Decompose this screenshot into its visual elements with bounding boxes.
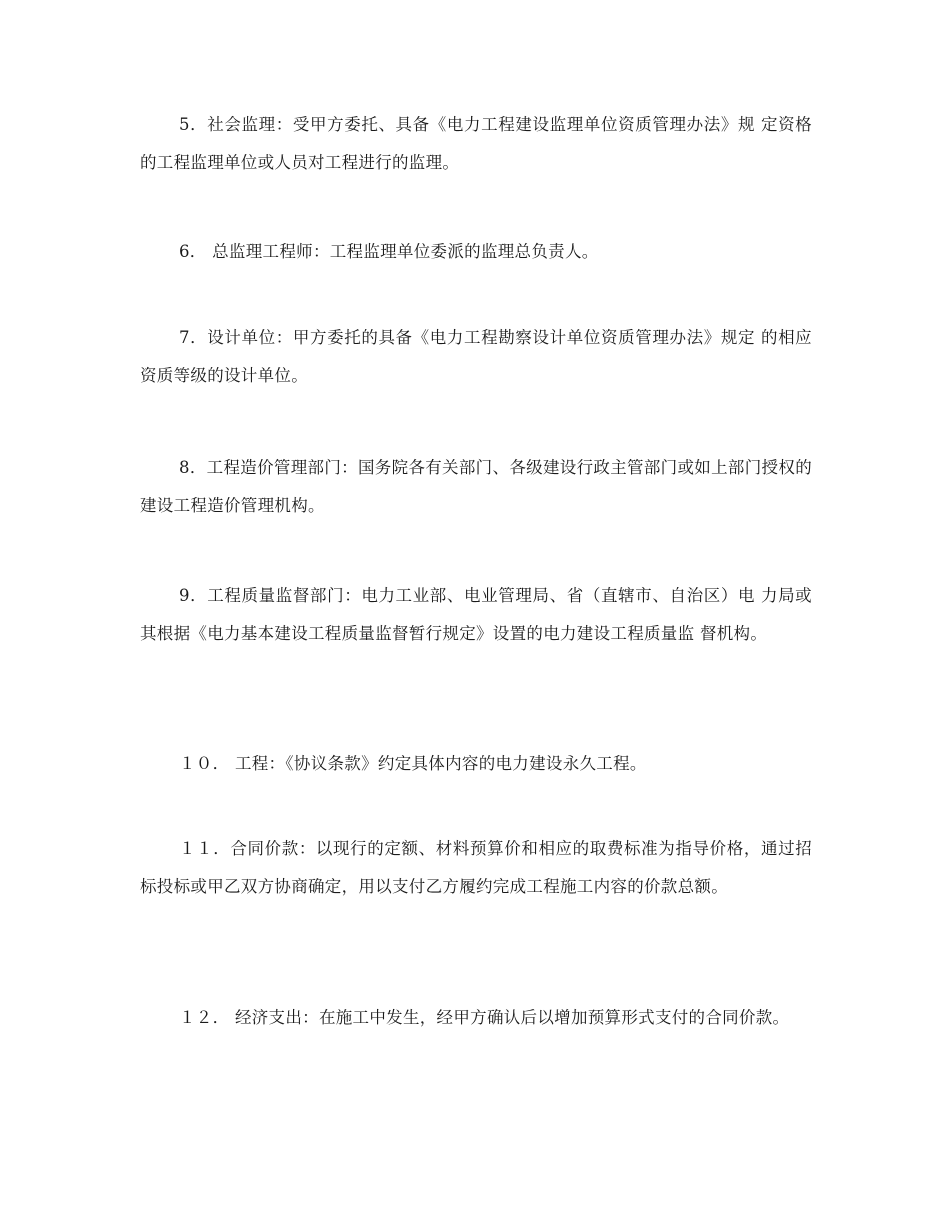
clause-10-project: １０． 工程：《协议条款》约定具体内容的电力建设永久工程。 — [179, 754, 647, 773]
clause-9-quality-supervision-department: 9．工程质量监督部门：电力工业部、电业管理局、省（直辖市、自治区）电 力局或其根据《电力基本建设工程质量监督暂行规定》设置的电力建设工程质量监 督机构。 — [140, 586, 812, 643]
clause-8-cost-management-department: 8．工程造价管理部门：国务院各有关部门、各级建设行政主管部门或如上部门授权的建设工程造价管理机构。 — [140, 458, 812, 515]
clause-7-design-unit: 7．设计单位：甲方委托的具备《电力工程勘察设计单位资质管理办法》规定 的相应资质等级的设计单位。 — [140, 328, 812, 385]
clause-5-social-supervision: 5．社会监理：受甲方委托、具备《电力工程建设监理单位资质管理办法》规 定资格的工程监理单位或人员对工程进行的监理。 — [140, 115, 812, 172]
clause-11-contract-price: １１．合同价款：以现行的定额、材料预算价和相应的取费标准为指导价格，通过招标投标或甲乙双方协商确定，用以支付乙方履约完成工程施工内容的价款总额。 — [140, 839, 812, 896]
clause-6-chief-supervising-engineer: 6． 总监理工程师：工程监理单位委派的监理总负责人。 — [179, 242, 599, 261]
clause-12-economic-expenditure: １２． 经济支出：在施工中发生，经甲方确认后以增加预算形式支付的合同价款。 — [179, 1008, 790, 1027]
